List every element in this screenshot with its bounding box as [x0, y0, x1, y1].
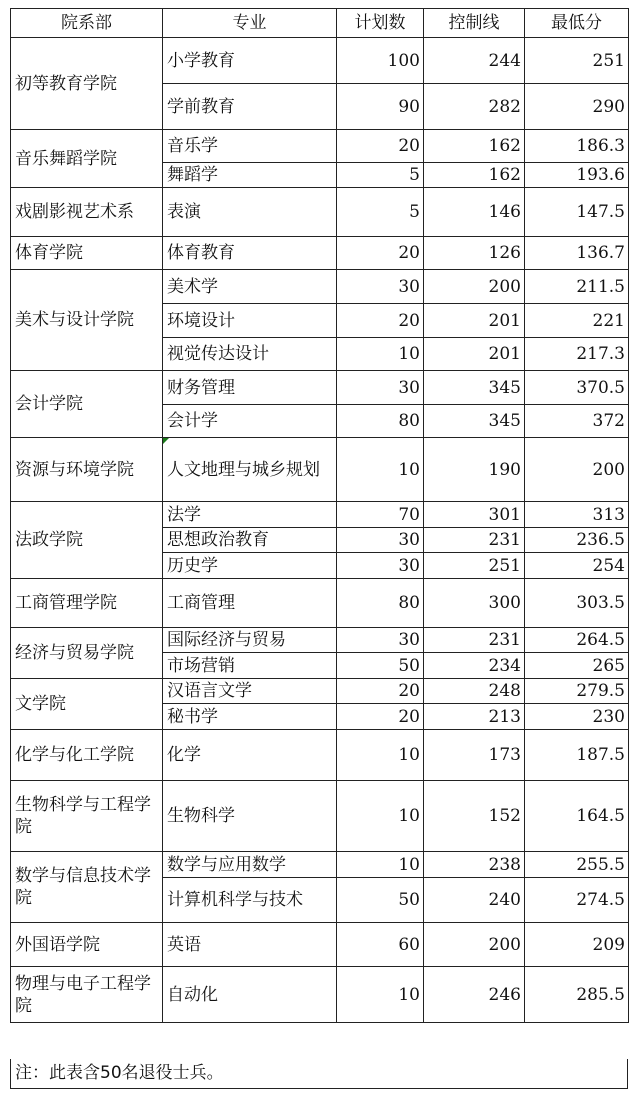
table-row — [11, 579, 629, 628]
control-line-cell: 200 — [424, 270, 525, 304]
department-cell: 法政学院 — [11, 502, 163, 579]
control-line-cell: 244 — [424, 38, 525, 84]
plan-cell: 50 — [337, 878, 424, 923]
min-score-cell: 136.7 — [525, 237, 629, 270]
major-cell: 会计学 — [163, 405, 337, 438]
min-score-cell: 211.5 — [525, 270, 629, 304]
major-cell: 美术学 — [163, 270, 337, 304]
plan-cell: 90 — [337, 84, 424, 130]
plan-cell: 20 — [337, 304, 424, 338]
min-score-cell: 265 — [525, 653, 629, 679]
control-line-cell: 200 — [424, 923, 525, 967]
major-cell: 学前教育 — [163, 84, 337, 130]
control-line-cell: 300 — [424, 579, 525, 628]
plan-cell: 5 — [337, 163, 424, 188]
min-score-cell: 236.5 — [525, 528, 629, 553]
plan-cell: 20 — [337, 130, 424, 163]
major-cell: 音乐学 — [163, 130, 337, 163]
table-row — [11, 38, 629, 84]
department-cell: 化学与化工学院 — [11, 730, 163, 781]
min-score-cell: 285.5 — [525, 967, 629, 1023]
header-plan: 计划数 — [337, 9, 424, 38]
comment-marker-icon — [163, 438, 169, 444]
control-line-cell: 162 — [424, 130, 525, 163]
min-score-cell: 217.3 — [525, 338, 629, 371]
table-row — [11, 852, 629, 878]
table-row — [11, 130, 629, 163]
control-line-cell: 234 — [424, 653, 525, 679]
department-cell: 体育学院 — [11, 237, 163, 270]
plan-cell: 30 — [337, 528, 424, 553]
plan-cell: 60 — [337, 923, 424, 967]
control-line-cell: 231 — [424, 528, 525, 553]
department-cell: 外国语学院 — [11, 923, 163, 967]
department-cell: 资源与环境学院 — [11, 438, 163, 502]
control-line-cell: 152 — [424, 781, 525, 852]
min-score-cell: 193.6 — [525, 163, 629, 188]
major-cell: 环境设计 — [163, 304, 337, 338]
plan-cell: 10 — [337, 967, 424, 1023]
plan-cell: 20 — [337, 704, 424, 730]
table-body — [11, 38, 629, 1023]
min-score-cell: 186.3 — [525, 130, 629, 163]
plan-cell: 50 — [337, 653, 424, 679]
department-cell: 音乐舞蹈学院 — [11, 130, 163, 188]
min-score-cell: 251 — [525, 38, 629, 84]
plan-cell: 80 — [337, 405, 424, 438]
plan-cell: 10 — [337, 852, 424, 878]
major-cell: 工商管理 — [163, 579, 337, 628]
control-line-cell: 282 — [424, 84, 525, 130]
min-score-cell: 164.5 — [525, 781, 629, 852]
major-cell: 表演 — [163, 188, 337, 237]
header-min-score: 最低分 — [525, 9, 629, 38]
plan-cell: 20 — [337, 237, 424, 270]
table-row — [11, 237, 629, 270]
min-score-cell: 274.5 — [525, 878, 629, 923]
table-row — [11, 967, 629, 1023]
plan-cell: 30 — [337, 371, 424, 405]
min-score-cell: 290 — [525, 84, 629, 130]
table-row — [11, 270, 629, 304]
control-line-cell: 248 — [424, 679, 525, 704]
min-score-cell: 313 — [525, 502, 629, 528]
control-line-cell: 126 — [424, 237, 525, 270]
header-row — [11, 9, 629, 38]
min-score-cell: 221 — [525, 304, 629, 338]
department-cell: 工商管理学院 — [11, 579, 163, 628]
major-cell: 视觉传达设计 — [163, 338, 337, 371]
table-row — [11, 781, 629, 852]
major-cell: 法学 — [163, 502, 337, 528]
table-row — [11, 502, 629, 528]
control-line-cell: 201 — [424, 338, 525, 371]
header-control-line: 控制线 — [424, 9, 525, 38]
department-cell: 经济与贸易学院 — [11, 628, 163, 679]
table-row — [11, 438, 629, 502]
plan-cell: 100 — [337, 38, 424, 84]
control-line-cell: 231 — [424, 628, 525, 653]
min-score-cell: 264.5 — [525, 628, 629, 653]
control-line-cell: 238 — [424, 852, 525, 878]
control-line-cell: 240 — [424, 878, 525, 923]
plan-cell: 30 — [337, 270, 424, 304]
control-line-cell: 251 — [424, 553, 525, 579]
table-row — [11, 679, 629, 704]
major-cell: 体育教育 — [163, 237, 337, 270]
control-line-cell: 173 — [424, 730, 525, 781]
table-row — [11, 730, 629, 781]
plan-cell: 5 — [337, 188, 424, 237]
min-score-cell: 147.5 — [525, 188, 629, 237]
department-cell: 文学院 — [11, 679, 163, 730]
control-line-cell: 345 — [424, 371, 525, 405]
admission-table — [10, 8, 629, 1023]
control-line-cell: 190 — [424, 438, 525, 502]
major-cell: 历史学 — [163, 553, 337, 579]
plan-cell: 10 — [337, 338, 424, 371]
department-cell: 初等教育学院 — [11, 38, 163, 130]
control-line-cell: 246 — [424, 967, 525, 1023]
min-score-cell: 209 — [525, 923, 629, 967]
plan-cell: 20 — [337, 679, 424, 704]
major-cell: 数学与应用数学 — [163, 852, 337, 878]
major-cell: 计算机科学与技术 — [163, 878, 337, 923]
min-score-cell: 187.5 — [525, 730, 629, 781]
major-cell: 财务管理 — [163, 371, 337, 405]
plan-cell: 10 — [337, 438, 424, 502]
plan-cell: 80 — [337, 579, 424, 628]
control-line-cell: 213 — [424, 704, 525, 730]
plan-cell: 30 — [337, 628, 424, 653]
table-row — [11, 628, 629, 653]
control-line-cell: 146 — [424, 188, 525, 237]
major-cell: 市场营销 — [163, 653, 337, 679]
control-line-cell: 201 — [424, 304, 525, 338]
min-score-cell: 370.5 — [525, 371, 629, 405]
plan-cell: 10 — [337, 781, 424, 852]
table-note: 注：此表含50名退役士兵。 — [10, 1059, 628, 1089]
plan-cell: 10 — [337, 730, 424, 781]
control-line-cell: 301 — [424, 502, 525, 528]
major-cell: 秘书学 — [163, 704, 337, 730]
plan-cell: 30 — [337, 553, 424, 579]
department-cell: 物理与电子工程学院 — [11, 967, 163, 1023]
control-line-cell: 162 — [424, 163, 525, 188]
header-major: 专业 — [163, 9, 337, 38]
major-cell: 化学 — [163, 730, 337, 781]
major-cell: 英语 — [163, 923, 337, 967]
min-score-cell: 372 — [525, 405, 629, 438]
major-cell: 人文地理与城乡规划 — [163, 438, 337, 502]
department-cell: 生物科学与工程学院 — [11, 781, 163, 852]
department-cell: 会计学院 — [11, 371, 163, 438]
min-score-cell: 303.5 — [525, 579, 629, 628]
min-score-cell: 279.5 — [525, 679, 629, 704]
major-cell: 自动化 — [163, 967, 337, 1023]
header-department: 院系部 — [11, 9, 163, 38]
major-cell: 小学教育 — [163, 38, 337, 84]
department-cell: 美术与设计学院 — [11, 270, 163, 371]
table-row — [11, 923, 629, 967]
table-row — [11, 371, 629, 405]
table-row — [11, 188, 629, 237]
min-score-cell: 255.5 — [525, 852, 629, 878]
major-cell: 汉语言文学 — [163, 679, 337, 704]
min-score-cell: 254 — [525, 553, 629, 579]
plan-cell: 70 — [337, 502, 424, 528]
min-score-cell: 200 — [525, 438, 629, 502]
min-score-cell: 230 — [525, 704, 629, 730]
control-line-cell: 345 — [424, 405, 525, 438]
department-cell: 戏剧影视艺术系 — [11, 188, 163, 237]
major-cell: 思想政治教育 — [163, 528, 337, 553]
department-cell: 数学与信息技术学院 — [11, 852, 163, 923]
major-cell: 国际经济与贸易 — [163, 628, 337, 653]
major-cell: 生物科学 — [163, 781, 337, 852]
major-cell: 舞蹈学 — [163, 163, 337, 188]
